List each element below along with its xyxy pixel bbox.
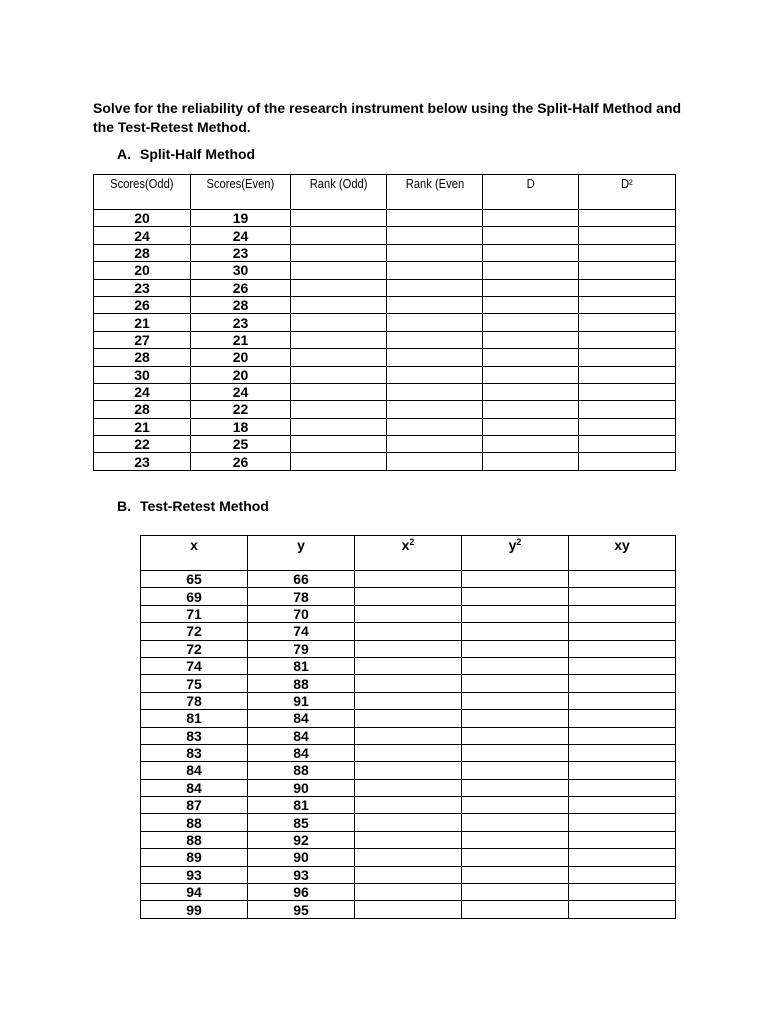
split-half-value-cell: 30 xyxy=(94,366,191,383)
split-half-value-cell: 24 xyxy=(191,383,291,400)
table-row xyxy=(94,331,676,348)
test-retest-value-cell: 90 xyxy=(248,779,355,796)
test-retest-value-cell: 81 xyxy=(248,657,355,674)
table-row xyxy=(94,401,676,418)
header-rank-odd: Rank (Odd) xyxy=(291,175,387,210)
test-retest-value-cell: 71 xyxy=(141,605,248,622)
split-half-blank-cell xyxy=(387,244,483,261)
test-retest-blank-cell xyxy=(355,640,462,657)
table-row xyxy=(141,901,676,918)
split-half-value-cell: 23 xyxy=(94,453,191,470)
test-retest-blank-cell xyxy=(355,779,462,796)
test-retest-value-cell: 84 xyxy=(248,710,355,727)
split-half-blank-cell xyxy=(483,262,579,279)
test-retest-blank-cell xyxy=(462,866,569,883)
split-half-value-cell: 27 xyxy=(94,331,191,348)
table-row xyxy=(141,866,676,883)
table-row xyxy=(141,710,676,727)
split-half-blank-cell xyxy=(387,349,483,366)
split-half-value-cell: 28 xyxy=(94,349,191,366)
test-retest-value-cell: 84 xyxy=(141,762,248,779)
split-half-value-cell: 26 xyxy=(94,296,191,313)
split-half-blank-cell xyxy=(387,331,483,348)
header-x: x xyxy=(141,536,248,571)
table-row xyxy=(141,797,676,814)
split-half-blank-cell xyxy=(483,279,579,296)
test-retest-blank-cell xyxy=(462,744,569,761)
test-retest-blank-cell xyxy=(569,762,676,779)
test-retest-value-cell: 84 xyxy=(248,744,355,761)
split-half-blank-cell xyxy=(483,418,579,435)
split-half-value-cell: 21 xyxy=(94,418,191,435)
section-a-letter: A. xyxy=(117,146,131,162)
split-half-value-cell: 26 xyxy=(191,453,291,470)
test-retest-value-cell: 81 xyxy=(248,797,355,814)
table-row xyxy=(94,279,676,296)
section-b-heading xyxy=(117,497,269,515)
table-row xyxy=(141,675,676,692)
split-half-blank-cell xyxy=(387,366,483,383)
split-half-blank-cell xyxy=(483,210,579,227)
split-half-blank-cell xyxy=(291,227,387,244)
split-half-blank-cell xyxy=(483,314,579,331)
table-row xyxy=(94,296,676,313)
table-row xyxy=(94,366,676,383)
test-retest-value-cell: 84 xyxy=(248,727,355,744)
test-retest-blank-cell xyxy=(355,762,462,779)
split-half-blank-cell xyxy=(579,418,676,435)
split-half-value-cell: 20 xyxy=(191,349,291,366)
split-half-blank-cell xyxy=(387,227,483,244)
split-half-blank-cell xyxy=(387,262,483,279)
section-a-title: Split-Half Method xyxy=(140,146,256,162)
test-retest-value-cell: 88 xyxy=(248,762,355,779)
split-half-blank-cell xyxy=(483,227,579,244)
test-retest-blank-cell xyxy=(569,727,676,744)
test-retest-blank-cell xyxy=(462,884,569,901)
table-row xyxy=(94,418,676,435)
test-retest-blank-cell xyxy=(355,744,462,761)
test-retest-value-cell: 87 xyxy=(141,797,248,814)
header-x-squared: $x^2$ xyxy=(355,536,462,571)
test-retest-blank-cell xyxy=(355,588,462,605)
split-half-blank-cell xyxy=(387,401,483,418)
split-half-blank-cell xyxy=(483,331,579,348)
test-retest-blank-cell xyxy=(355,623,462,640)
test-retest-blank-cell xyxy=(355,831,462,848)
test-retest-blank-cell xyxy=(569,797,676,814)
split-half-value-cell: 22 xyxy=(191,401,291,418)
test-retest-value-cell: 72 xyxy=(141,640,248,657)
split-half-blank-cell xyxy=(483,401,579,418)
test-retest-blank-cell xyxy=(355,797,462,814)
test-retest-blank-cell xyxy=(462,727,569,744)
test-retest-blank-cell xyxy=(462,588,569,605)
test-retest-blank-cell xyxy=(569,640,676,657)
test-retest-blank-cell xyxy=(462,814,569,831)
split-half-blank-cell xyxy=(387,314,483,331)
split-half-value-cell: 30 xyxy=(191,262,291,279)
instructions-text: Solve for the reliability of the research instrument below using the Split-Half Method and the Test-Retest Method. xyxy=(93,100,682,135)
test-retest-blank-cell xyxy=(462,849,569,866)
test-retest-value-cell: 74 xyxy=(141,657,248,674)
split-half-blank-cell xyxy=(579,262,676,279)
section-a-heading xyxy=(117,145,255,163)
split-half-blank-cell xyxy=(579,436,676,453)
test-retest-blank-cell xyxy=(462,640,569,657)
test-retest-blank-cell xyxy=(569,831,676,848)
table-row xyxy=(141,571,676,588)
test-retest-blank-cell xyxy=(355,657,462,674)
split-half-value-cell: 18 xyxy=(191,418,291,435)
split-half-blank-cell xyxy=(579,227,676,244)
test-retest-blank-cell xyxy=(569,884,676,901)
split-half-value-cell: 25 xyxy=(191,436,291,453)
test-retest-blank-cell xyxy=(462,623,569,640)
table-row xyxy=(141,588,676,605)
split-half-blank-cell xyxy=(579,366,676,383)
test-retest-value-cell: 69 xyxy=(141,588,248,605)
table-row xyxy=(141,605,676,622)
test-retest-value-cell: 66 xyxy=(248,571,355,588)
table-row xyxy=(94,314,676,331)
split-half-blank-cell xyxy=(387,418,483,435)
split-half-value-cell: 19 xyxy=(191,210,291,227)
test-retest-blank-cell xyxy=(462,657,569,674)
test-retest-blank-cell xyxy=(569,779,676,796)
test-retest-blank-cell xyxy=(569,866,676,883)
test-retest-blank-cell xyxy=(355,605,462,622)
table-row xyxy=(94,210,676,227)
split-half-blank-cell xyxy=(579,331,676,348)
split-half-blank-cell xyxy=(387,210,483,227)
test-retest-value-cell: 92 xyxy=(248,831,355,848)
split-half-table xyxy=(93,174,676,471)
test-retest-blank-cell xyxy=(569,571,676,588)
test-retest-value-cell: 70 xyxy=(248,605,355,622)
split-half-value-cell: 20 xyxy=(94,262,191,279)
split-half-blank-cell xyxy=(579,401,676,418)
table-row xyxy=(141,814,676,831)
split-half-value-cell: 26 xyxy=(191,279,291,296)
test-retest-body xyxy=(141,571,676,919)
test-retest-value-cell: 89 xyxy=(141,849,248,866)
split-half-body xyxy=(94,210,676,471)
test-retest-blank-cell xyxy=(355,727,462,744)
test-retest-value-cell: 93 xyxy=(141,866,248,883)
header-xy: xy xyxy=(569,536,676,571)
test-retest-value-cell: 81 xyxy=(141,710,248,727)
test-retest-blank-cell xyxy=(462,675,569,692)
split-half-blank-cell xyxy=(483,453,579,470)
section-b-title: Test-Retest Method xyxy=(140,498,269,514)
section-b-letter: B. xyxy=(117,498,131,514)
test-retest-blank-cell xyxy=(569,692,676,709)
test-retest-blank-cell xyxy=(355,571,462,588)
test-retest-value-cell: 75 xyxy=(141,675,248,692)
table-row xyxy=(94,262,676,279)
test-retest-value-cell: 83 xyxy=(141,727,248,744)
test-retest-blank-cell xyxy=(462,797,569,814)
test-retest-blank-cell xyxy=(569,901,676,918)
table-row xyxy=(141,657,676,674)
split-half-value-cell: 24 xyxy=(94,227,191,244)
test-retest-blank-cell xyxy=(462,605,569,622)
split-half-value-cell: 23 xyxy=(191,314,291,331)
split-half-value-cell: 24 xyxy=(94,383,191,400)
split-half-blank-cell xyxy=(291,314,387,331)
table-row xyxy=(141,692,676,709)
test-retest-value-cell: 91 xyxy=(248,692,355,709)
test-retest-blank-cell xyxy=(355,710,462,727)
table-row xyxy=(94,349,676,366)
header-rank-even: Rank (Even xyxy=(387,175,483,210)
test-retest-value-cell: 84 xyxy=(141,779,248,796)
split-half-blank-cell xyxy=(579,279,676,296)
split-half-blank-cell xyxy=(387,436,483,453)
split-half-value-cell: 23 xyxy=(191,244,291,261)
split-half-blank-cell xyxy=(291,210,387,227)
test-retest-blank-cell xyxy=(355,692,462,709)
test-retest-blank-cell xyxy=(569,588,676,605)
table-row xyxy=(141,623,676,640)
test-retest-value-cell: 74 xyxy=(248,623,355,640)
test-retest-value-cell: 85 xyxy=(248,814,355,831)
test-retest-blank-cell xyxy=(462,831,569,848)
split-half-value-cell: 24 xyxy=(191,227,291,244)
split-half-blank-cell xyxy=(483,244,579,261)
test-retest-blank-cell xyxy=(462,710,569,727)
split-half-value-cell: 22 xyxy=(94,436,191,453)
test-retest-blank-cell xyxy=(462,779,569,796)
split-half-blank-cell xyxy=(483,349,579,366)
split-half-blank-cell xyxy=(579,453,676,470)
table-row xyxy=(94,227,676,244)
test-retest-blank-cell xyxy=(355,849,462,866)
test-retest-value-cell: 79 xyxy=(248,640,355,657)
split-half-blank-cell xyxy=(387,453,483,470)
test-retest-value-cell: 65 xyxy=(141,571,248,588)
test-retest-value-cell: 88 xyxy=(141,831,248,848)
test-retest-blank-cell xyxy=(569,744,676,761)
test-retest-blank-cell xyxy=(569,657,676,674)
test-retest-blank-cell xyxy=(355,675,462,692)
table-row xyxy=(141,849,676,866)
test-retest-value-cell: 83 xyxy=(141,744,248,761)
header-y: y xyxy=(248,536,355,571)
test-retest-value-cell: 78 xyxy=(141,692,248,709)
table-row xyxy=(94,453,676,470)
split-half-blank-cell xyxy=(579,210,676,227)
table-row xyxy=(141,640,676,657)
split-half-value-cell: 20 xyxy=(191,366,291,383)
split-half-blank-cell xyxy=(483,436,579,453)
split-half-blank-cell xyxy=(291,401,387,418)
split-half-blank-cell xyxy=(291,331,387,348)
test-retest-blank-cell xyxy=(355,901,462,918)
table-row xyxy=(141,727,676,744)
split-half-blank-cell xyxy=(387,296,483,313)
test-retest-value-cell: 88 xyxy=(141,814,248,831)
split-half-blank-cell xyxy=(291,349,387,366)
header-d-squared: D² xyxy=(579,175,676,210)
test-retest-value-cell: 96 xyxy=(248,884,355,901)
split-half-value-cell: 21 xyxy=(94,314,191,331)
test-retest-header-row xyxy=(141,536,676,571)
test-retest-blank-cell xyxy=(355,814,462,831)
split-half-value-cell: 23 xyxy=(94,279,191,296)
table-row xyxy=(141,779,676,796)
test-retest-table xyxy=(140,535,676,919)
split-half-value-cell: 28 xyxy=(94,244,191,261)
test-retest-blank-cell xyxy=(355,866,462,883)
table-row xyxy=(141,744,676,761)
header-d: D xyxy=(483,175,579,210)
header-scores-odd: Scores(Odd) xyxy=(94,175,191,210)
test-retest-blank-cell xyxy=(462,571,569,588)
test-retest-blank-cell xyxy=(355,884,462,901)
split-half-blank-cell xyxy=(291,436,387,453)
header-y-squared: $y^2$ xyxy=(462,536,569,571)
split-half-value-cell: 28 xyxy=(191,296,291,313)
split-half-blank-cell xyxy=(579,244,676,261)
split-half-value-cell: 28 xyxy=(94,401,191,418)
test-retest-blank-cell xyxy=(462,901,569,918)
split-half-blank-cell xyxy=(579,349,676,366)
test-retest-blank-cell xyxy=(462,762,569,779)
split-half-blank-cell xyxy=(291,296,387,313)
table-row xyxy=(141,831,676,848)
split-half-blank-cell xyxy=(291,366,387,383)
split-half-value-cell: 20 xyxy=(94,210,191,227)
split-half-blank-cell xyxy=(291,453,387,470)
table-row xyxy=(94,436,676,453)
split-half-blank-cell xyxy=(579,383,676,400)
split-half-blank-cell xyxy=(483,383,579,400)
split-half-blank-cell xyxy=(387,383,483,400)
test-retest-blank-cell xyxy=(569,623,676,640)
test-retest-value-cell: 78 xyxy=(248,588,355,605)
test-retest-value-cell: 99 xyxy=(141,901,248,918)
test-retest-value-cell: 93 xyxy=(248,866,355,883)
test-retest-blank-cell xyxy=(569,605,676,622)
split-half-blank-cell xyxy=(291,418,387,435)
split-half-blank-cell xyxy=(483,366,579,383)
split-half-blank-cell xyxy=(291,383,387,400)
test-retest-value-cell: 95 xyxy=(248,901,355,918)
split-half-blank-cell xyxy=(291,279,387,296)
test-retest-blank-cell xyxy=(569,675,676,692)
test-retest-blank-cell xyxy=(462,692,569,709)
split-half-blank-cell xyxy=(387,279,483,296)
test-retest-blank-cell xyxy=(569,710,676,727)
table-row xyxy=(94,244,676,261)
split-half-header-row xyxy=(94,175,676,210)
test-retest-blank-cell xyxy=(569,849,676,866)
split-half-blank-cell xyxy=(579,296,676,313)
test-retest-value-cell: 72 xyxy=(141,623,248,640)
test-retest-value-cell: 94 xyxy=(141,884,248,901)
split-half-blank-cell xyxy=(579,314,676,331)
header-scores-even: Scores(Even) xyxy=(191,175,291,210)
split-half-blank-cell xyxy=(483,296,579,313)
table-row xyxy=(141,884,676,901)
table-row xyxy=(94,383,676,400)
table-row xyxy=(141,762,676,779)
split-half-blank-cell xyxy=(291,262,387,279)
split-half-value-cell: 21 xyxy=(191,331,291,348)
test-retest-blank-cell xyxy=(569,814,676,831)
split-half-blank-cell xyxy=(291,244,387,261)
test-retest-value-cell: 88 xyxy=(248,675,355,692)
test-retest-value-cell: 90 xyxy=(248,849,355,866)
